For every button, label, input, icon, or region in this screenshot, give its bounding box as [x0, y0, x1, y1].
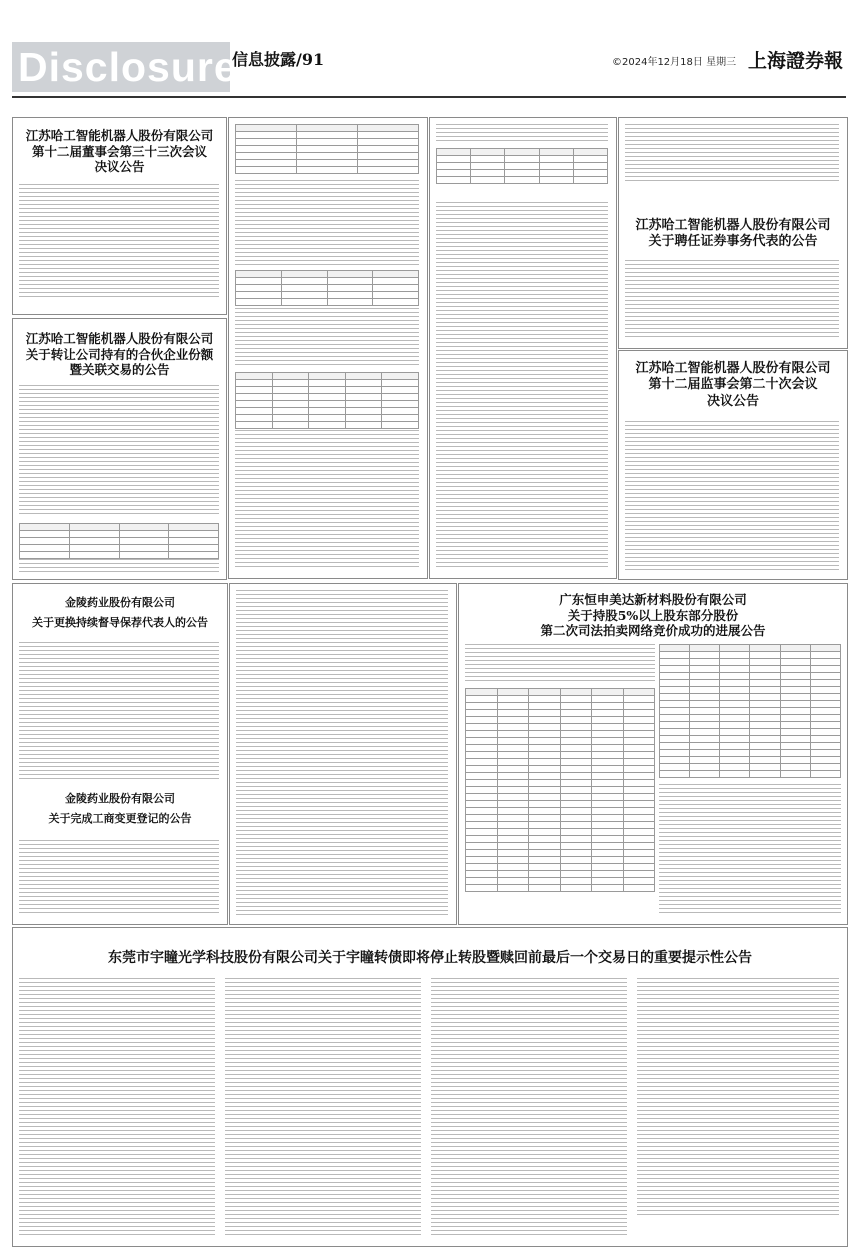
- notice-table: [436, 148, 608, 184]
- notice-body: [625, 421, 839, 571]
- notice-body: [19, 385, 219, 517]
- issue-date: ©2024年12月18日 星期三: [612, 57, 737, 68]
- notice-body: [235, 308, 419, 368]
- notice-body: [225, 978, 421, 1238]
- notice-body: [19, 642, 219, 782]
- notice-title-line: 第十二届监事会第二十次会议: [648, 377, 818, 393]
- notice-body: [236, 590, 448, 916]
- notice-hgz-continued-text: [429, 117, 617, 579]
- notice-title-line: 第二次司法拍卖网络竞价成功的进展公告: [540, 623, 766, 639]
- notice-table: [659, 644, 841, 778]
- notice-hgz-transfer: [12, 318, 227, 580]
- notice-title-line: 金陵药业股份有限公司: [65, 792, 175, 805]
- notice-hgz-supervisor: [618, 350, 848, 580]
- notice-jinling-continued: [229, 583, 457, 925]
- notice-body: [19, 184, 219, 299]
- header-rule: [12, 96, 846, 98]
- notice-title-line: 金陵药业股份有限公司: [65, 596, 175, 609]
- notice-body: [625, 124, 839, 184]
- notice-title-line: 江苏哈工智能机器人股份有限公司: [25, 128, 214, 143]
- notice-table: [465, 688, 655, 892]
- notice-jinling-rep: [12, 583, 228, 925]
- notice-hgz-auditor: [618, 117, 848, 349]
- notice-title-line: 决议公告: [94, 159, 145, 175]
- notice-hgz-board: [12, 117, 227, 315]
- notice-table: [235, 270, 419, 306]
- notice-body: [637, 978, 839, 1218]
- notice-title-line: 关于持股5%以上股东部分股份: [567, 607, 739, 623]
- notice-body: [19, 559, 219, 573]
- notice-title-line: 江苏哈工智能机器人股份有限公司: [635, 218, 831, 233]
- brand-logo: Disclosure: [12, 42, 230, 92]
- notice-body: [625, 260, 839, 340]
- notice-body: [431, 978, 627, 1238]
- notice-hgz-transfer-continued: [228, 117, 428, 579]
- notice-body: [659, 784, 841, 916]
- notice-title-line: 江苏哈工智能机器人股份有限公司: [25, 331, 214, 346]
- notice-title-line: 关于转让公司持有的合伙企业份额: [25, 346, 214, 362]
- notice-body: [436, 202, 608, 570]
- notice-body: [465, 644, 655, 684]
- notice-table: [235, 124, 419, 174]
- notice-title-line: 江苏哈工智能机器人股份有限公司: [635, 361, 831, 376]
- notice-title-line: 第十二届董事会第三十三次会议: [31, 143, 207, 159]
- notice-body: [235, 180, 419, 266]
- notice-title-line: 关于完成工商变更登记的公告: [48, 811, 192, 825]
- notice-body: [19, 840, 219, 916]
- notice-title-line: 广东恒申美达新材料股份有限公司: [559, 592, 747, 607]
- notice-body: [436, 124, 608, 144]
- notice-title-line: 关于聘任证券事务代表的公告: [648, 234, 818, 250]
- notice-yutong: [12, 927, 848, 1247]
- section-title: 信息披露/91: [232, 50, 325, 69]
- newspaper-name: 上海證券報: [748, 50, 844, 72]
- notice-guangdong: [458, 583, 848, 925]
- notice-body: [235, 430, 419, 570]
- masthead: [0, 0, 857, 110]
- notice-table: [235, 372, 419, 429]
- notice-table: [19, 523, 219, 559]
- notice-title: 东莞市宇瞳光学科技股份有限公司关于宇瞳转债即将停止转股暨赎回前最后一个交易日的重要提示性公告: [108, 950, 752, 966]
- notice-title-line: 暨关联交易的公告: [69, 362, 170, 378]
- notice-title-line: 决议公告: [706, 393, 759, 409]
- notice-body: [19, 978, 215, 1238]
- notice-title-line: 关于更换持续督导保荐代表人的公告: [32, 615, 208, 629]
